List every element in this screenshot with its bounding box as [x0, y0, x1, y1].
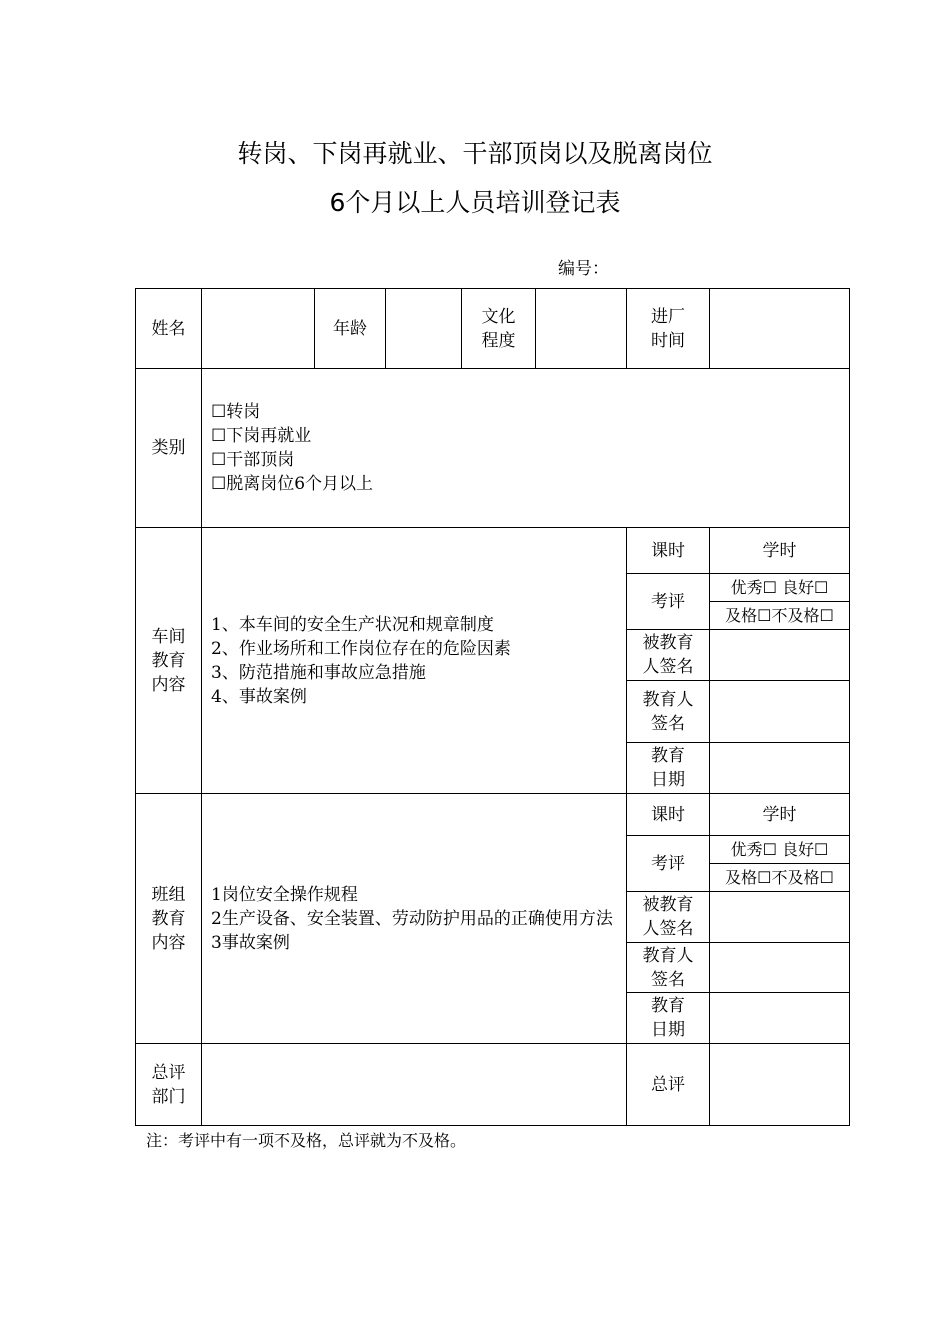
team-trainer-sign-label: 教育人 签名 — [627, 943, 710, 993]
team-education-label: 班组 教育 内容 — [136, 794, 202, 1044]
age-field[interactable] — [386, 289, 462, 369]
team-item: 1岗位安全操作规程 — [211, 884, 358, 905]
team-education-content — [202, 794, 627, 1044]
team-trainee-sign-label: 被教育 人签名 — [627, 892, 710, 943]
team-item: 3事故案例 — [211, 932, 290, 953]
workshop-trainee-sign-label: 被教育 人签名 — [627, 630, 710, 681]
form-title-line1: 转岗、下岗再就业、干部顶岗以及脱离岗位 — [237, 139, 713, 168]
education-label: 文化 程度 — [462, 289, 536, 369]
workshop-education-label: 车间 教育 内容 — [136, 528, 202, 794]
workshop-trainer-sign-field[interactable] — [710, 681, 850, 743]
team-trainer-sign-field[interactable] — [710, 943, 850, 993]
workshop-date-label: 教育 日期 — [627, 743, 710, 794]
team-trainee-sign-field[interactable] — [710, 892, 850, 943]
footnote: 注：考评中有一项不及格，总评就为不及格。 — [146, 1131, 467, 1150]
team-item: 2生产设备、安全装置、劳动防护用品的正确使用方法 — [211, 908, 613, 929]
name-field[interactable] — [202, 289, 315, 369]
workshop-hours-label: 课时 — [627, 528, 710, 574]
category-option-cadre[interactable]: ☐干部顶岗 — [211, 450, 295, 470]
join-date-label: 进厂 时间 — [627, 289, 710, 369]
workshop-item: 1、本车间的安全生产状况和规章制度 — [211, 614, 494, 635]
form-title-line2: 6个月以上人员培训登记表 — [329, 188, 621, 217]
summary-dept-field[interactable] — [202, 1044, 627, 1126]
workshop-eval-options-1[interactable]: 优秀☐ 良好☐ — [710, 574, 850, 602]
workshop-item: 3、防范措施和事故应急措施 — [211, 662, 426, 683]
workshop-date-field[interactable] — [710, 743, 850, 794]
workshop-trainer-sign-label: 教育人 签名 — [627, 681, 710, 743]
team-eval-options-1[interactable]: 优秀☐ 良好☐ — [710, 836, 850, 864]
category-options — [202, 369, 850, 528]
category-option-transfer[interactable]: ☐转岗 — [211, 402, 261, 422]
education-field[interactable] — [536, 289, 627, 369]
overall-evaluation-field[interactable] — [710, 1044, 850, 1126]
workshop-hours-unit[interactable]: 学时 — [710, 528, 850, 574]
team-hours-unit[interactable]: 学时 — [710, 794, 850, 836]
team-date-field[interactable] — [710, 993, 850, 1044]
workshop-eval-options-2[interactable]: 及格☐不及格☐ — [710, 602, 850, 630]
summary-dept-label: 总评 部门 — [136, 1044, 202, 1126]
age-label: 年龄 — [315, 289, 386, 369]
name-label: 姓名 — [136, 289, 202, 369]
workshop-eval-label: 考评 — [627, 574, 710, 630]
team-eval-options-2[interactable]: 及格☐不及格☐ — [710, 864, 850, 892]
workshop-item: 4、事故案例 — [211, 686, 307, 707]
category-option-away-6months[interactable]: ☐脱离岗位6个月以上 — [211, 474, 374, 494]
registration-table — [135, 288, 850, 1126]
overall-evaluation-label: 总评 — [627, 1044, 710, 1126]
category-option-reemployment[interactable]: ☐下岗再就业 — [211, 426, 312, 446]
serial-number-label: 编号： — [558, 259, 609, 279]
team-eval-label: 考评 — [627, 836, 710, 892]
team-hours-label: 课时 — [627, 794, 710, 836]
workshop-education-content — [202, 528, 627, 794]
team-date-label: 教育 日期 — [627, 993, 710, 1044]
workshop-item: 2、作业场所和工作岗位存在的危险因素 — [211, 638, 511, 659]
workshop-trainee-sign-field[interactable] — [710, 630, 850, 681]
category-label: 类别 — [136, 369, 202, 528]
join-date-field[interactable] — [710, 289, 850, 369]
